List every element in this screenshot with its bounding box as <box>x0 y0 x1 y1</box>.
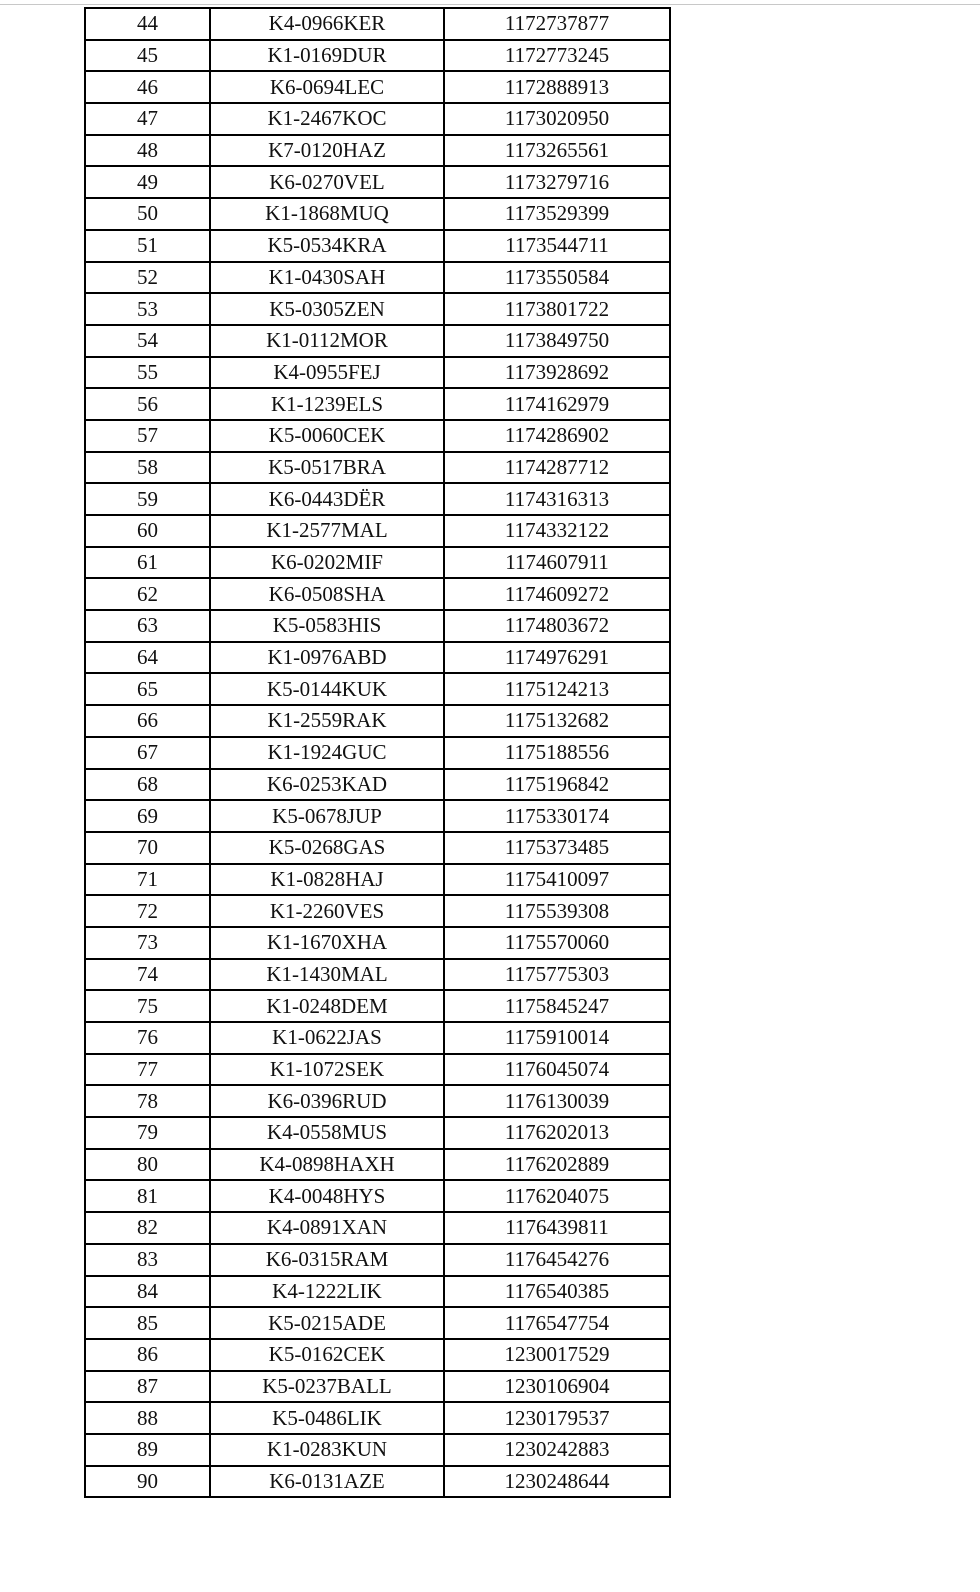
id-number-cell: 1175188556 <box>444 737 670 769</box>
id-number-cell: 1175539308 <box>444 895 670 927</box>
id-number-cell: 1173849750 <box>444 325 670 357</box>
table-row <box>85 262 670 294</box>
table-row <box>85 1149 670 1181</box>
row-number-cell: 84 <box>85 1276 210 1308</box>
id-number-cell: 1173801722 <box>444 293 670 325</box>
table-row <box>85 895 670 927</box>
code-cell: K5-0144KUK <box>210 673 444 705</box>
code-cell: K1-0283KUN <box>210 1434 444 1466</box>
table-row <box>85 293 670 325</box>
code-cell: K1-0622JAS <box>210 1022 444 1054</box>
row-number-cell: 64 <box>85 642 210 674</box>
row-number-cell: 83 <box>85 1244 210 1276</box>
table-row <box>85 420 670 452</box>
table-row <box>85 103 670 135</box>
row-number-cell: 65 <box>85 673 210 705</box>
code-cell: K5-0237BALL <box>210 1371 444 1403</box>
id-number-cell: 1230017529 <box>444 1339 670 1371</box>
code-cell: K1-1924GUC <box>210 737 444 769</box>
table-row <box>85 1307 670 1339</box>
code-cell: K5-0583HIS <box>210 610 444 642</box>
row-number-cell: 45 <box>85 40 210 72</box>
code-cell: K1-2577MAL <box>210 515 444 547</box>
id-number-cell: 1175570060 <box>444 927 670 959</box>
id-number-cell: 1230242883 <box>444 1434 670 1466</box>
row-number-cell: 52 <box>85 262 210 294</box>
row-number-cell: 63 <box>85 610 210 642</box>
code-cell: K6-0396RUD <box>210 1085 444 1117</box>
table-row <box>85 357 670 389</box>
row-number-cell: 81 <box>85 1180 210 1212</box>
code-cell: K4-0898HAXH <box>210 1149 444 1181</box>
row-number-cell: 53 <box>85 293 210 325</box>
row-number-cell: 50 <box>85 198 210 230</box>
code-cell: K5-0678JUP <box>210 800 444 832</box>
table-row <box>85 325 670 357</box>
row-number-cell: 78 <box>85 1085 210 1117</box>
row-number-cell: 80 <box>85 1149 210 1181</box>
registration-table <box>84 7 671 1498</box>
id-number-cell: 1175410097 <box>444 864 670 896</box>
row-number-cell: 58 <box>85 452 210 484</box>
code-cell: K4-0891XAN <box>210 1212 444 1244</box>
table-row <box>85 452 670 484</box>
table-row <box>85 800 670 832</box>
id-number-cell: 1175330174 <box>444 800 670 832</box>
id-number-cell: 1176204075 <box>444 1180 670 1212</box>
code-cell: K6-0131AZE <box>210 1466 444 1498</box>
id-number-cell: 1174609272 <box>444 578 670 610</box>
table-row <box>85 515 670 547</box>
code-cell: K5-0305ZEN <box>210 293 444 325</box>
code-cell: K1-0430SAH <box>210 262 444 294</box>
id-number-cell: 1174332122 <box>444 515 670 547</box>
code-cell: K1-1430MAL <box>210 959 444 991</box>
id-number-cell: 1174803672 <box>444 610 670 642</box>
id-number-cell: 1175910014 <box>444 1022 670 1054</box>
table-row <box>85 1371 670 1403</box>
id-number-cell: 1173265561 <box>444 135 670 167</box>
id-number-cell: 1176439811 <box>444 1212 670 1244</box>
id-number-cell: 1175373485 <box>444 832 670 864</box>
code-cell: K4-0955FEJ <box>210 357 444 389</box>
id-number-cell: 1176130039 <box>444 1085 670 1117</box>
table-row <box>85 483 670 515</box>
code-cell: K6-0270VEL <box>210 166 444 198</box>
code-cell: K1-0248DEM <box>210 990 444 1022</box>
row-number-cell: 61 <box>85 547 210 579</box>
table-row <box>85 1085 670 1117</box>
table-row <box>85 1276 670 1308</box>
table-body <box>85 8 670 1497</box>
id-number-cell: 1174162979 <box>444 388 670 420</box>
code-cell: K1-0112MOR <box>210 325 444 357</box>
id-number-cell: 1176547754 <box>444 1307 670 1339</box>
table-row <box>85 1402 670 1434</box>
table-row <box>85 864 670 896</box>
code-cell: K6-0443DËR <box>210 483 444 515</box>
id-number-cell: 1173279716 <box>444 166 670 198</box>
table-row <box>85 71 670 103</box>
table-row <box>85 642 670 674</box>
table-row <box>85 610 670 642</box>
table-row <box>85 135 670 167</box>
row-number-cell: 51 <box>85 230 210 262</box>
code-cell: K1-1072SEK <box>210 1054 444 1086</box>
table-row <box>85 990 670 1022</box>
row-number-cell: 89 <box>85 1434 210 1466</box>
row-number-cell: 55 <box>85 357 210 389</box>
id-number-cell: 1174286902 <box>444 420 670 452</box>
table-row <box>85 705 670 737</box>
row-number-cell: 82 <box>85 1212 210 1244</box>
id-number-cell: 1176202889 <box>444 1149 670 1181</box>
table-row <box>85 578 670 610</box>
table-row <box>85 40 670 72</box>
id-number-cell: 1174607911 <box>444 547 670 579</box>
table-row <box>85 1244 670 1276</box>
table-row <box>85 1339 670 1371</box>
code-cell: K6-0315RAM <box>210 1244 444 1276</box>
row-number-cell: 67 <box>85 737 210 769</box>
page-top-divider <box>0 4 980 5</box>
id-number-cell: 1173544711 <box>444 230 670 262</box>
id-number-cell: 1173550584 <box>444 262 670 294</box>
table-row <box>85 198 670 230</box>
row-number-cell: 54 <box>85 325 210 357</box>
code-cell: K1-0828HAJ <box>210 864 444 896</box>
code-cell: K5-0517BRA <box>210 452 444 484</box>
id-number-cell: 1175845247 <box>444 990 670 1022</box>
row-number-cell: 69 <box>85 800 210 832</box>
code-cell: K5-0268GAS <box>210 832 444 864</box>
row-number-cell: 49 <box>85 166 210 198</box>
table-row <box>85 737 670 769</box>
table-row <box>85 230 670 262</box>
code-cell: K4-1222LIK <box>210 1276 444 1308</box>
code-cell: K1-2260VES <box>210 895 444 927</box>
row-number-cell: 60 <box>85 515 210 547</box>
row-number-cell: 77 <box>85 1054 210 1086</box>
row-number-cell: 88 <box>85 1402 210 1434</box>
code-cell: K5-0060CEK <box>210 420 444 452</box>
table-row <box>85 547 670 579</box>
table-row <box>85 673 670 705</box>
table-row <box>85 388 670 420</box>
document-table-container <box>84 7 671 1498</box>
row-number-cell: 47 <box>85 103 210 135</box>
table-row <box>85 1466 670 1498</box>
code-cell: K6-0508SHA <box>210 578 444 610</box>
id-number-cell: 1172888913 <box>444 71 670 103</box>
id-number-cell: 1176202013 <box>444 1117 670 1149</box>
id-number-cell: 1176540385 <box>444 1276 670 1308</box>
id-number-cell: 1230106904 <box>444 1371 670 1403</box>
id-number-cell: 1176454276 <box>444 1244 670 1276</box>
id-number-cell: 1174316313 <box>444 483 670 515</box>
code-cell: K6-0694LEC <box>210 71 444 103</box>
id-number-cell: 1173928692 <box>444 357 670 389</box>
id-number-cell: 1174287712 <box>444 452 670 484</box>
code-cell: K5-0534KRA <box>210 230 444 262</box>
row-number-cell: 75 <box>85 990 210 1022</box>
code-cell: K1-2559RAK <box>210 705 444 737</box>
row-number-cell: 79 <box>85 1117 210 1149</box>
code-cell: K1-2467KOC <box>210 103 444 135</box>
code-cell: K1-1868MUQ <box>210 198 444 230</box>
row-number-cell: 72 <box>85 895 210 927</box>
code-cell: K4-0048HYS <box>210 1180 444 1212</box>
id-number-cell: 1172737877 <box>444 8 670 40</box>
id-number-cell: 1175124213 <box>444 673 670 705</box>
row-number-cell: 66 <box>85 705 210 737</box>
id-number-cell: 1174976291 <box>444 642 670 674</box>
row-number-cell: 73 <box>85 927 210 959</box>
table-row <box>85 1180 670 1212</box>
row-number-cell: 71 <box>85 864 210 896</box>
id-number-cell: 1175775303 <box>444 959 670 991</box>
table-row <box>85 1434 670 1466</box>
row-number-cell: 74 <box>85 959 210 991</box>
code-cell: K1-0169DUR <box>210 40 444 72</box>
table-row <box>85 959 670 991</box>
table-row <box>85 1022 670 1054</box>
table-row <box>85 832 670 864</box>
table-row <box>85 769 670 801</box>
row-number-cell: 57 <box>85 420 210 452</box>
code-cell: K1-1239ELS <box>210 388 444 420</box>
code-cell: K5-0162CEK <box>210 1339 444 1371</box>
row-number-cell: 76 <box>85 1022 210 1054</box>
row-number-cell: 85 <box>85 1307 210 1339</box>
row-number-cell: 86 <box>85 1339 210 1371</box>
code-cell: K4-0558MUS <box>210 1117 444 1149</box>
row-number-cell: 59 <box>85 483 210 515</box>
row-number-cell: 62 <box>85 578 210 610</box>
id-number-cell: 1173529399 <box>444 198 670 230</box>
id-number-cell: 1173020950 <box>444 103 670 135</box>
code-cell: K4-0966KER <box>210 8 444 40</box>
code-cell: K5-0486LIK <box>210 1402 444 1434</box>
code-cell: K7-0120HAZ <box>210 135 444 167</box>
id-number-cell: 1230179537 <box>444 1402 670 1434</box>
table-row <box>85 1117 670 1149</box>
row-number-cell: 87 <box>85 1371 210 1403</box>
id-number-cell: 1175196842 <box>444 769 670 801</box>
row-number-cell: 70 <box>85 832 210 864</box>
table-row <box>85 8 670 40</box>
row-number-cell: 46 <box>85 71 210 103</box>
table-row <box>85 1054 670 1086</box>
row-number-cell: 56 <box>85 388 210 420</box>
code-cell: K1-0976ABD <box>210 642 444 674</box>
row-number-cell: 68 <box>85 769 210 801</box>
table-row <box>85 1212 670 1244</box>
table-row <box>85 927 670 959</box>
code-cell: K6-0202MIF <box>210 547 444 579</box>
row-number-cell: 90 <box>85 1466 210 1498</box>
row-number-cell: 44 <box>85 8 210 40</box>
table-row <box>85 166 670 198</box>
id-number-cell: 1230248644 <box>444 1466 670 1498</box>
code-cell: K6-0253KAD <box>210 769 444 801</box>
code-cell: K5-0215ADE <box>210 1307 444 1339</box>
id-number-cell: 1176045074 <box>444 1054 670 1086</box>
code-cell: K1-1670XHA <box>210 927 444 959</box>
id-number-cell: 1172773245 <box>444 40 670 72</box>
id-number-cell: 1175132682 <box>444 705 670 737</box>
row-number-cell: 48 <box>85 135 210 167</box>
